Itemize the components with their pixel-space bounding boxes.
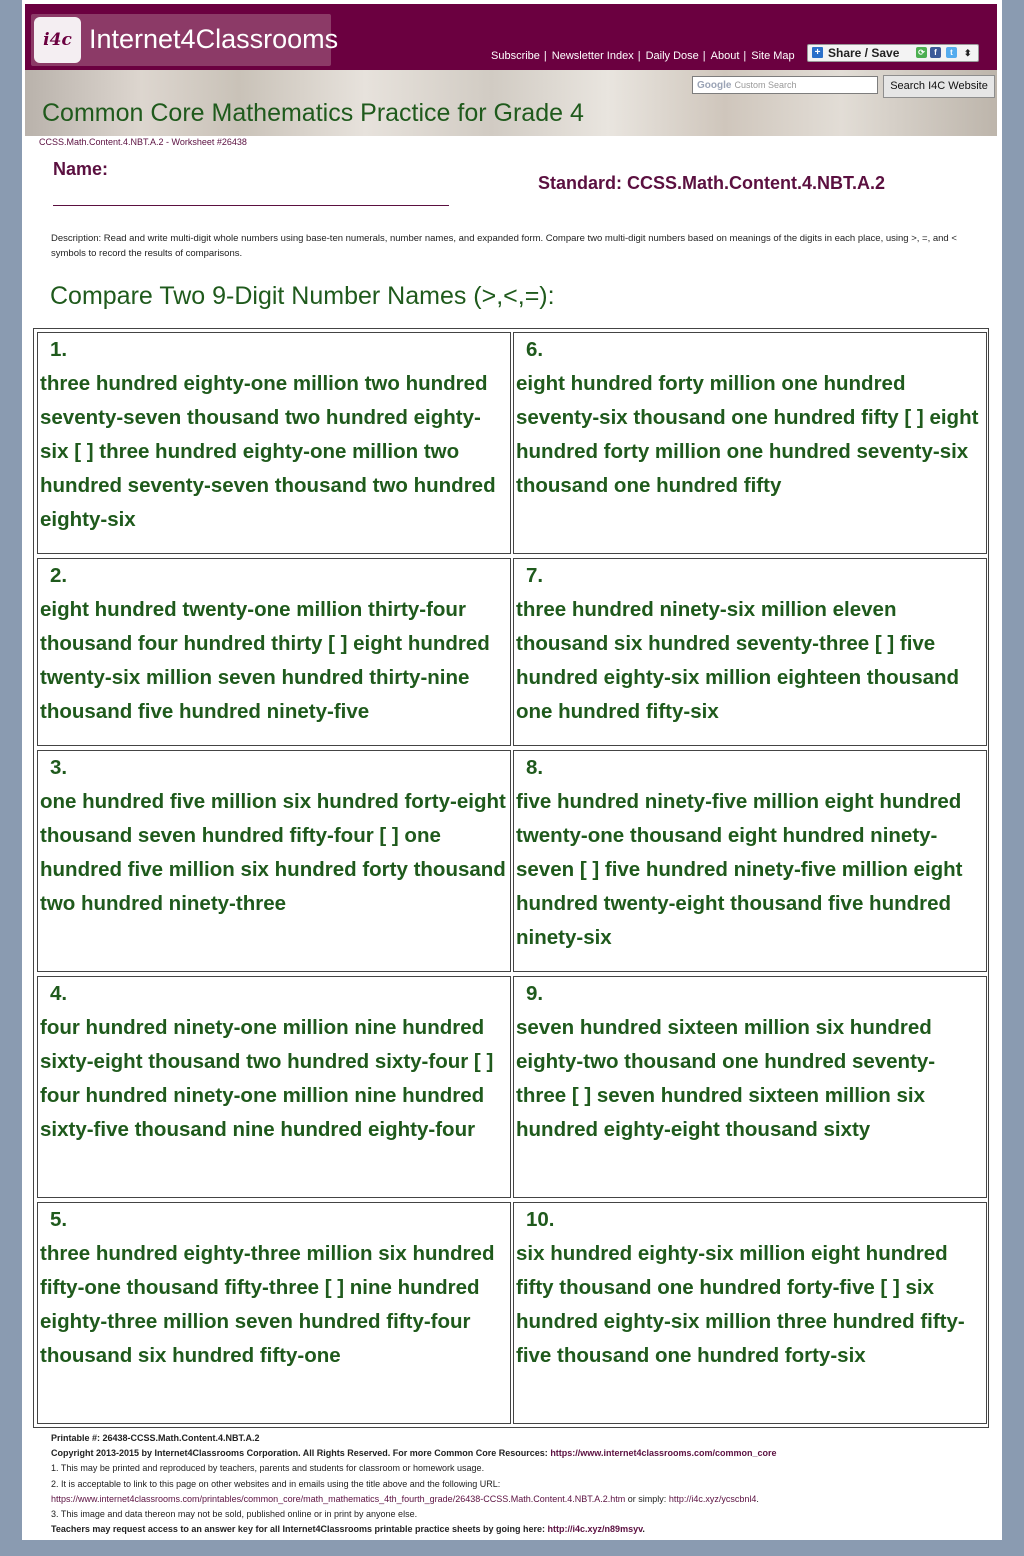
problem-number: 2. (50, 564, 68, 587)
i4c-logo-icon: i4c (34, 17, 81, 63)
problem-text: three hundred eighty-one million two hundred seventy-seven thousand two hundred eighty-six [ ] three hundred eighty-one million two hundred seventy-seven thousand two hundred eighty-six (40, 372, 496, 531)
problem-number: 1. (50, 338, 68, 361)
share-save-label: Share / Save (828, 46, 900, 60)
nav-about[interactable]: About (710, 50, 740, 62)
problem-text: five hundred ninety-five million eight hundred twenty-one thousand eight hundred ninety-seven [ ] five hundred ninety-five million eight hundred twenty-eight thousand five hundred ninety-six (516, 790, 963, 949)
share-green-icon: ⟳ (916, 47, 927, 58)
name-line (53, 205, 449, 206)
problem-number: 9. (526, 982, 544, 1005)
top-navigation: Subscribe | Newsletter Index | Daily Dose | About | Site Map (491, 50, 795, 62)
copyright-line (51, 1446, 991, 1461)
problem-text: one hundred five million six hundred forty-eight thousand seven hundred fifty-four [ ] one hundred five million six hundred forty thousand two hundred ninety-three (40, 790, 506, 915)
site-header (25, 4, 997, 136)
short-url-link[interactable]: http://i4c.xyz/ycscbnl4 (668, 1493, 757, 1504)
problem-cell (37, 976, 511, 1198)
plus-icon: + (812, 47, 823, 58)
common-core-link[interactable]: https://www.internet4classrooms.com/common_core (550, 1448, 777, 1459)
problems-table (33, 328, 989, 1428)
facebook-icon: f (930, 47, 941, 58)
twitter-icon: t (946, 47, 957, 58)
site-logo[interactable] (31, 14, 339, 66)
problem-text: seven hundred sixteen million six hundred eighty-two thousand one hundred seventy-three [ ] seven hundred sixteen million six hundred eighty-eight thousand sixty (516, 1016, 936, 1141)
problem-cell (513, 1202, 987, 1424)
search-input[interactable] (692, 76, 878, 94)
answer-key-link[interactable]: http://i4c.xyz/n89msyv (547, 1524, 643, 1535)
printable-number: Printable #: 26438-CCSS.Math.Content.4.NBT.A.2 (51, 1433, 260, 1443)
problem-text: four hundred ninety-one million nine hundred sixty-eight thousand two hundred sixty-four [ ] four hundred ninety-one million nine hundred sixty-five thousand nine hundred eighty-four (40, 1016, 494, 1141)
site-logo-text: Internet4Classrooms (89, 24, 339, 54)
problem-cell (37, 332, 511, 554)
problem-number: 10. (526, 1208, 555, 1231)
problem-number: 5. (50, 1208, 68, 1231)
nav-site-map[interactable]: Site Map (751, 50, 795, 62)
problem-number: 8. (526, 756, 544, 779)
problem-number: 3. (50, 756, 68, 779)
answer-key-line: Teachers may request access to an answer key for all Internet4Classrooms printable practice sheets by going here: http://i4c.xyz/n89msyv. (51, 1524, 645, 1535)
share-save-button[interactable] (807, 44, 979, 62)
description: Description: Read and write multi-digit whole numbers using base-ten numerals, number names, and expanded form. Compare two multi-digit numbers based on meanings of the digits in each place, using >, =, and < symbols to record the results of comparisons. (51, 233, 957, 259)
answer-key-text: Teachers may request access to an answer key for all Internet4Classrooms printable practice sheets by going here: (51, 1524, 546, 1535)
page-title: Common Core Mathematics Practice for Grade 4 (42, 99, 584, 127)
url-line: https://www.internet4classrooms.com/printables/common_core/math_mathematics_4th_fourth_grade/26438-CCSS.Math.Content.4.NBT.A.2.htm or simply: http://i4c.xyz/ycscbnl4. (51, 1493, 759, 1504)
problem-cell (513, 558, 987, 746)
worksheet-id: CCSS.Math.Content.4.NBT.A.2 - Worksheet #26438 (39, 137, 247, 147)
problem-text: eight hundred twenty-one million thirty-four thousand four hundred thirty [ ] eight hundred twenty-six million seven hundred thirty-nine thousand five hundred ninety-five (40, 598, 490, 723)
name-label: Name: (53, 159, 109, 179)
usage-note-2: 2. It is acceptable to link to this page on other websites and in emails using the title above and the following URL: (51, 1478, 501, 1489)
page-url-link[interactable]: https://www.internet4classrooms.com/printables/common_core/math_mathematics_4th_fourth_grade/26438-CCSS.Math.Content.4.NBT.A.2.htm (51, 1493, 626, 1504)
search-button[interactable]: Search I4C Website (883, 75, 995, 98)
problem-cell (513, 750, 987, 972)
problem-cell (37, 1202, 511, 1424)
problem-text: eight hundred forty million one hundred seventy-six thousand one hundred fifty [ ] eight hundred forty million one hundred seventy-six thousand one hundred fifty (516, 372, 979, 497)
usage-note-1: 1. This may be printed and reproduced by teachers, parents and students for classroom or homework usage. (51, 1463, 485, 1474)
problem-number: 7. (526, 564, 544, 587)
standard-label: Standard: CCSS.Math.Content.4.NBT.A.2 (538, 173, 886, 193)
problem-text: three hundred ninety-six million eleven thousand six hundred seventy-three [ ] five hundred eighty-six million eighteen thousand one hundred fifty-six (516, 598, 960, 723)
nav-daily-dose[interactable]: Daily Dose (645, 50, 699, 62)
nav-newsletter-index[interactable]: Newsletter Index (551, 50, 634, 62)
copyright-text: Copyright 2013-2015 by Internet4Classrooms Corporation. All Rights Reserved. For more Common Core Resources: (51, 1448, 548, 1459)
usage-note-3: 3. This image and data thereon may not be sold, published online or in print by anyone else. (51, 1509, 418, 1520)
search-placeholder: Custom Search (734, 80, 797, 90)
problem-cell (37, 558, 511, 746)
problem-cell (513, 976, 987, 1198)
problem-text: six hundred eighty-six million eight hundred fifty thousand one hundred forty-five [ ] six hundred eighty-six million three hundred fifty-five thousand one hundred forty-six (516, 1242, 965, 1367)
section-heading: Compare Two 9-Digit Number Names (>,<,=): (50, 282, 555, 310)
nav-subscribe[interactable]: Subscribe (491, 50, 540, 62)
problem-cell (513, 332, 987, 554)
google-logo: Google (697, 80, 732, 91)
url-or-text: or simply: (627, 1493, 667, 1504)
chevron-updown-icon: ⬍ (964, 48, 972, 58)
problem-number: 4. (50, 982, 68, 1005)
problem-cell (37, 750, 511, 972)
worksheet-page (22, 0, 1002, 1540)
problem-text: three hundred eighty-three million six hundred fifty-one thousand fifty-three [ ] nine hundred eighty-three million seven hundred fifty-four thousand six hundred fifty-one (40, 1242, 495, 1367)
footer (51, 1431, 991, 1537)
problem-number: 6. (526, 338, 544, 361)
